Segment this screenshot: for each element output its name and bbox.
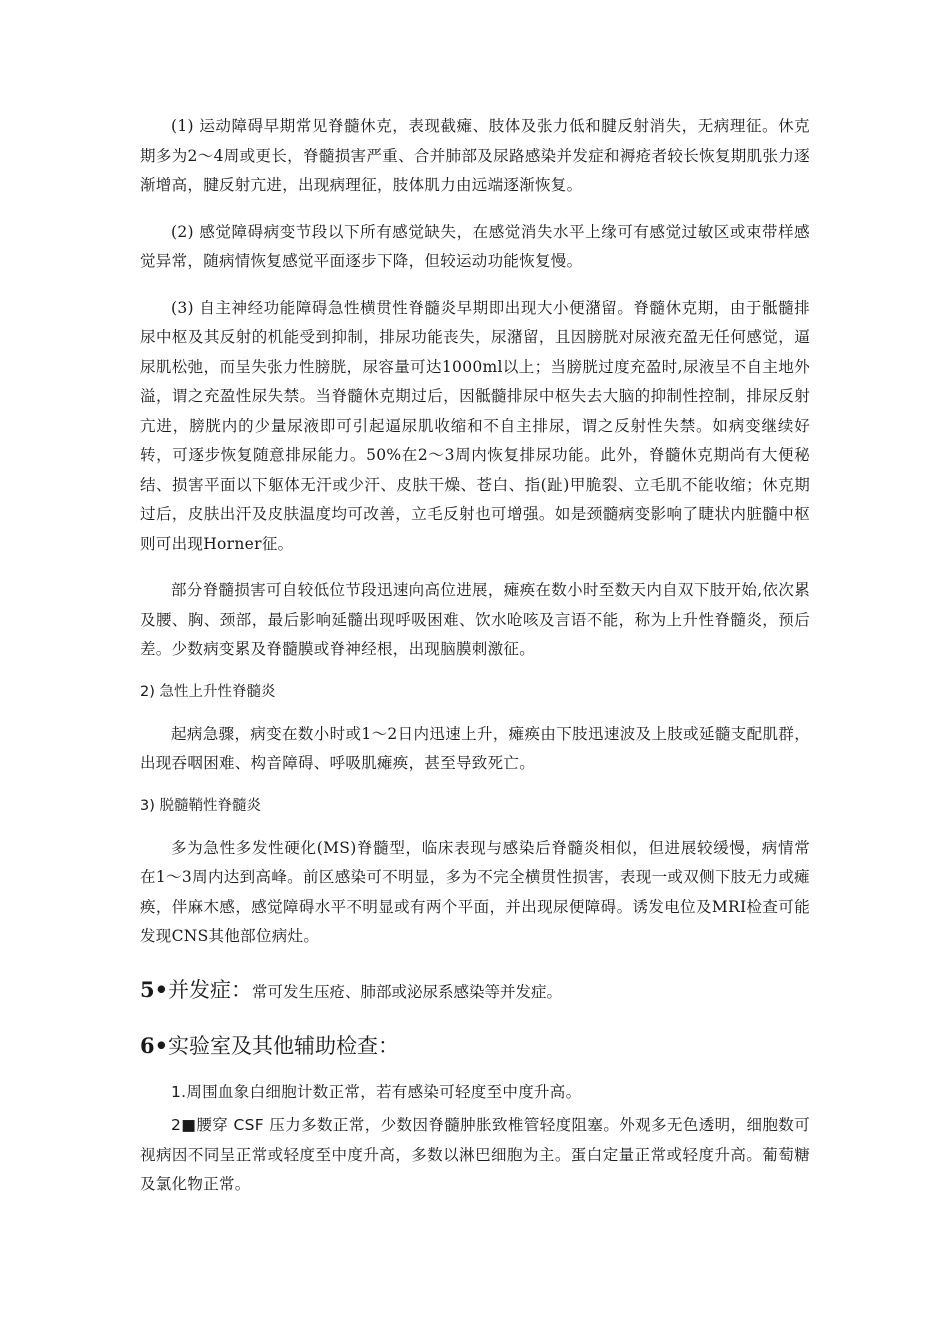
section-title: 实验室及其他辅助检查： <box>168 1033 400 1058</box>
lab-item-number: 2■ <box>171 1116 197 1134</box>
paragraph-motor-disorder: (1) 运动障碍早期常见脊髓休克，表现截瘫、肢体及张力低和腱反射消失，无病理征。休克期多为2〜4周或更长，脊髓损害严重、合并肺部及尿路感染并发症和褥疮者较长恢复期肌张力逐渐增高，腱反射亢进，出现病理征，肢体肌力由远端逐渐恢复。 <box>140 117 810 194</box>
subheading-acute-ascending-myelitis: 2) 急性上升性脊髓炎 <box>140 683 276 700</box>
section-lab-tests <box>140 1030 810 1064</box>
section-title: 并发症： <box>168 977 253 1002</box>
document-page <box>140 112 810 1200</box>
lab-item-text: 压力多数正常，少数因脊髓肿胀致椎管轻度阻塞。外观多无色透明，细胞数可视病因不同呈正常或轻度至中度升高，多数以淋巴细胞为主。蛋白定量正常或轻度升高。葡萄糖及氯化物正常。 <box>140 1116 811 1193</box>
lab-item-csf-label: 腰穿 CSF <box>196 1116 270 1134</box>
paragraph-ascending-progression: 部分脊髓损害可自较低位节段迅速向高位进展，瘫痪在数小时至数天内自双下肢开始,依次累及腰、胸、颈部，最后影响延髓出现呼吸困难、饮水呛咳及言语不能，称为上升性脊髓炎，预后差。少数病变累及脊髓膜或脊神经根，出现脑膜刺激征。 <box>140 581 810 658</box>
subheading-demyelinating-myelitis: 3) 脱髓鞘性脊髓炎 <box>140 797 261 814</box>
section-number: 5• <box>140 976 169 1002</box>
paragraph-autonomic-disorder: (3) 自主神经功能障碍急性横贯性脊髓炎早期即出现大小便潴留。脊髓休克期，由于骶髓排尿中枢及其反射的机能受到抑制，排尿功能丧失，尿潴留，且因膀胱对尿液充盈无任何感觉，逼尿肌松弛，而呈失张力性膀胱，尿容量可达1000ml以上；当膀胱过度充盈时,尿液呈不自主地外溢，谓之充盈性尿失禁。当脊髓休克期过后，因骶髓排尿中枢失去大脑的抑制性控制，排尿反射亢进，膀胱内的少量尿液即可引起逼尿肌收缩和不自主排尿，谓之反射性失禁。如病变继续好转，可逐步恢复随意排尿能力。50%在2〜3周内恢复排尿功能。此外，脊髓休克期尚有大便秘结、损害平面以下躯体无汗或少汗、皮肤干燥、苍白、指(趾)甲脆裂、立毛肌不能收缩；休克期过后，皮肤出汗及皮肤温度均可改善，立毛反射也可增强。如是颈髓病变影响了睫状内脏髓中枢则可出现Horner征。 <box>140 298 810 553</box>
lab-item-number: 1. <box>171 1082 187 1101</box>
lab-item-text: 周围血象白细胞计数正常，若有感染可轻度至中度升高。 <box>186 1082 582 1101</box>
paragraph-sensory-disorder: (2) 感觉障碍病变节段以下所有感觉缺失，在感觉消失水平上缘可有感觉过敏区或束带样感觉异常，随病情恢复感觉平面逐步下降，但较运动功能恢复慢。 <box>140 222 810 270</box>
section-complications <box>140 974 810 1008</box>
lab-item-csf <box>140 1111 810 1200</box>
paragraph-demyelinating-myelitis: 多为急性多发性硬化(MS)脊髓型，临床表现与感染后脊髓炎相似，但进展较缓慢，病情常在1〜3周内达到高峰。前区感染可不明显，多为不完全横贯性损害，表现一或双侧下肢无力或瘫痪，伴麻木感，感觉障碍水平不明显或有两个平面，并出现尿便障碍。诱发电位及MRI检查可能发现CNS其他部位病灶。 <box>140 838 810 945</box>
lab-item-blood <box>140 1078 810 1108</box>
section-body: 常可发生压疮、肺部或泌尿系感染等并发症。 <box>252 982 563 1001</box>
paragraph-acute-ascending-myelitis: 起病急骤，病变在数小时或1〜2日内迅速上升，瘫痪由下肢迅速波及上肢或延髓支配肌群，出现吞咽困难、构音障碍、呼吸肌瘫痪，甚至导致死亡。 <box>140 724 810 772</box>
section-number: 6• <box>140 1032 169 1058</box>
